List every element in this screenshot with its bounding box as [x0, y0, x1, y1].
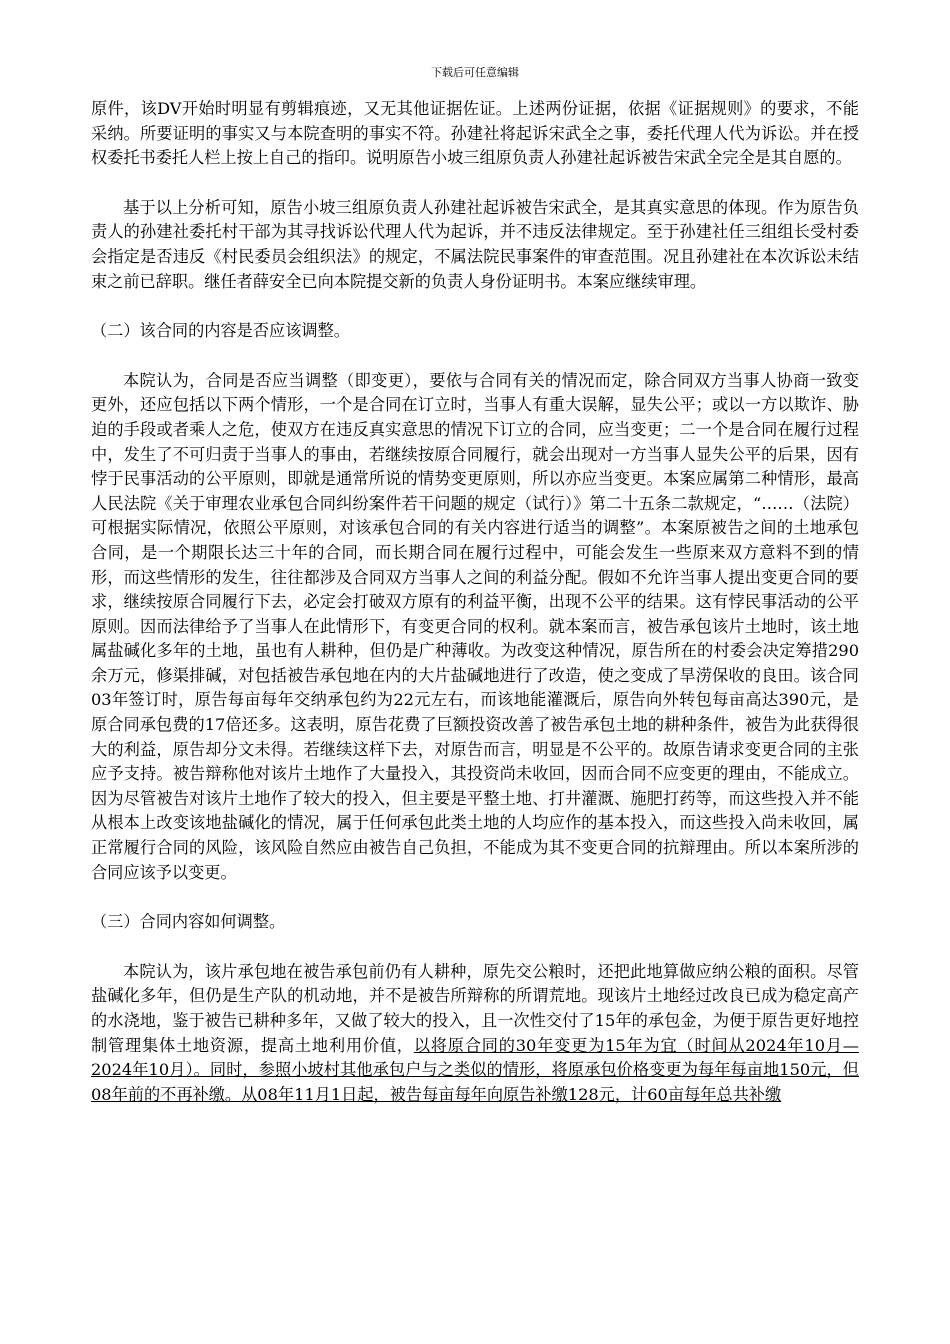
- paragraph-gap: [91, 935, 859, 960]
- adjustment-terms-text: 本院认为，该片承包地在被告承包前仍有人耕种，原先交公粮时，还把此地算做应纳公粮的面积。尽管盐碱化多年，但仍是生产队的机动地，并不是被告所辩称的所谓荒地。现该片土地经过改良已成为稳定高产的水浇地，鉴于被告已耕种多年，又做了较大的投入，且一次性交付了15年的承包金，为便于原告更好地控制管理集体土地资源，提高土地利用价值，: [91, 961, 859, 1055]
- paragraph-gap: [91, 294, 859, 319]
- section-heading-3: （三）合同内容如何调整。: [91, 912, 286, 932]
- underlined-ruling-text: 以将原合同的30年变更为15年为宜（时间从2024年10月—2024年10月）。同时，参照小坡村其他承包户与之类似的情形，将原承包价格变更为每年每亩地150元，但08年前的不再补缴。从08年11月1日起，被告每亩每年向原告补缴128元，计60亩每年总共补缴: [91, 1035, 859, 1104]
- section-heading-2: （二）该合同的内容是否应该调整。: [91, 321, 350, 341]
- paragraph-gap: [91, 885, 859, 910]
- paragraph-adjustment-reasoning: 本院认为，合同是否应当调整（即变更），要依与合同有关的情况而定，除合同双方当事人协商一致变更外，还应包括以下两个情形，一个是合同在订立时，当事人有重大误解，显失公平；或以一方以欺诈、胁迫的手段或者乘人之危，使双方在违反真实意思的情况下订立的合同，应当变更；二一个是合同在履行过程中，发生了不可归责于当事人的事由，若继续按原合同履行，就会出现对一方当事人显失公平的后果，因有悖于民事活动的公平原则，即就是通常所说的情势变更原则，所以亦应当变更。本案应属第二种情形，最高人民法院《关于审理农业承包合同纠纷案件若干问题的规定（试行）》第二十五条二款规定，“……（法院）可根据实际情况，依照公平原则，对该承包合同的有关内容进行适当的调整”。本案原被告之间的土地承包合同，是一个期限长达三十年的合同，而长期合同在履行过程中，可能会发生一些原来双方意料不到的情形，而这些情形的发生，往往都涉及合同双方当事人之间的利益分配。假如不允许当事人提出变更合同的要求，继续按原合同履行下去，必定会打破双方原有的利益平衡，出现不公平的结果。这有悖民事活动的公平原则。因而法律给予了当事人在此情形下，有变更合同的权利。就本案而言，被告承包该片土地时，该土地属盐碱化多年的土地，虽也有人耕种，但仍是广种薄收。为改变这种情况，原告所在的村委会决定筹措290余万元，修渠排碱，对包括被告承包地在内的大片盐碱地进行了改造，使之变成了旱涝保收的良田。该合同03年签订时，原告每亩每年交纳承包约为22元左右，而该地能灌溉后，原告向外转包每亩高达390元，是原合同承包费的17倍还多。这表明，原告花费了巨额投资改善了被告承包土地的耕种条件，被告为此获得很大的利益，原告却分文未得。若继续这样下去，对原告而言，明显是不公平的。故原告请求变更合同的主张应予支持。被告辩称他对该片土地作了大量投入，其投资尚未收回，因而合同不应变更的理由，不能成立。因为尽管被告对该片土地作了较大的投入，但主要是平整土地、打井灌溉、施肥打药等，而这些投入并不能从根本上改变该地盐碱化的情况，属于任何承包此类土地的人均应作的基本投入，而这些投入尚未收回，属正常履行合同的风险，该风险自然应由被告自己负担，不能成为其不变更合同的抗辩理由。所以本案所涉的合同应该予以变更。: [91, 370, 859, 882]
- paragraph-gap: [91, 171, 859, 196]
- page-header: 下载后可任意编辑: [431, 66, 519, 79]
- paragraph-analysis: 基于以上分析可知，原告小坡三组原负责人孙建社起诉被告宋武全，是其真实意思的体现。作为原告负责人的孙建社委托村干部为其寻找诉讼代理人代为起诉，并不违反法律规定。至于孙建社任三组组长受村委会指定是否违反《村民委员会组织法》的规定，不属法院民事案件的审查范围。况且孙建社在本次诉讼未结束之前已辞职。继任者薛安全已向本院提交新的负责人身份证明书。本案应继续审理。: [91, 197, 859, 291]
- paragraph-evidence: 原件，该DV开始时明显有剪辑痕迹，又无其他证据佐证。上述两份证据，依据《证据规则》的要求，不能采纳。所要证明的事实又与本院查明的事实不符。孙建社将起诉宋武全之事，委托代理人代为诉讼。并在授权委托书委托人栏上按上自己的指印。说明原告小坡三组原负责人孙建社起诉被告宋武全完全是其自愿的。: [91, 99, 859, 168]
- paragraph-gap: [91, 344, 859, 369]
- document-body: [91, 97, 859, 1107]
- paragraph-adjustment-terms: [91, 960, 859, 1108]
